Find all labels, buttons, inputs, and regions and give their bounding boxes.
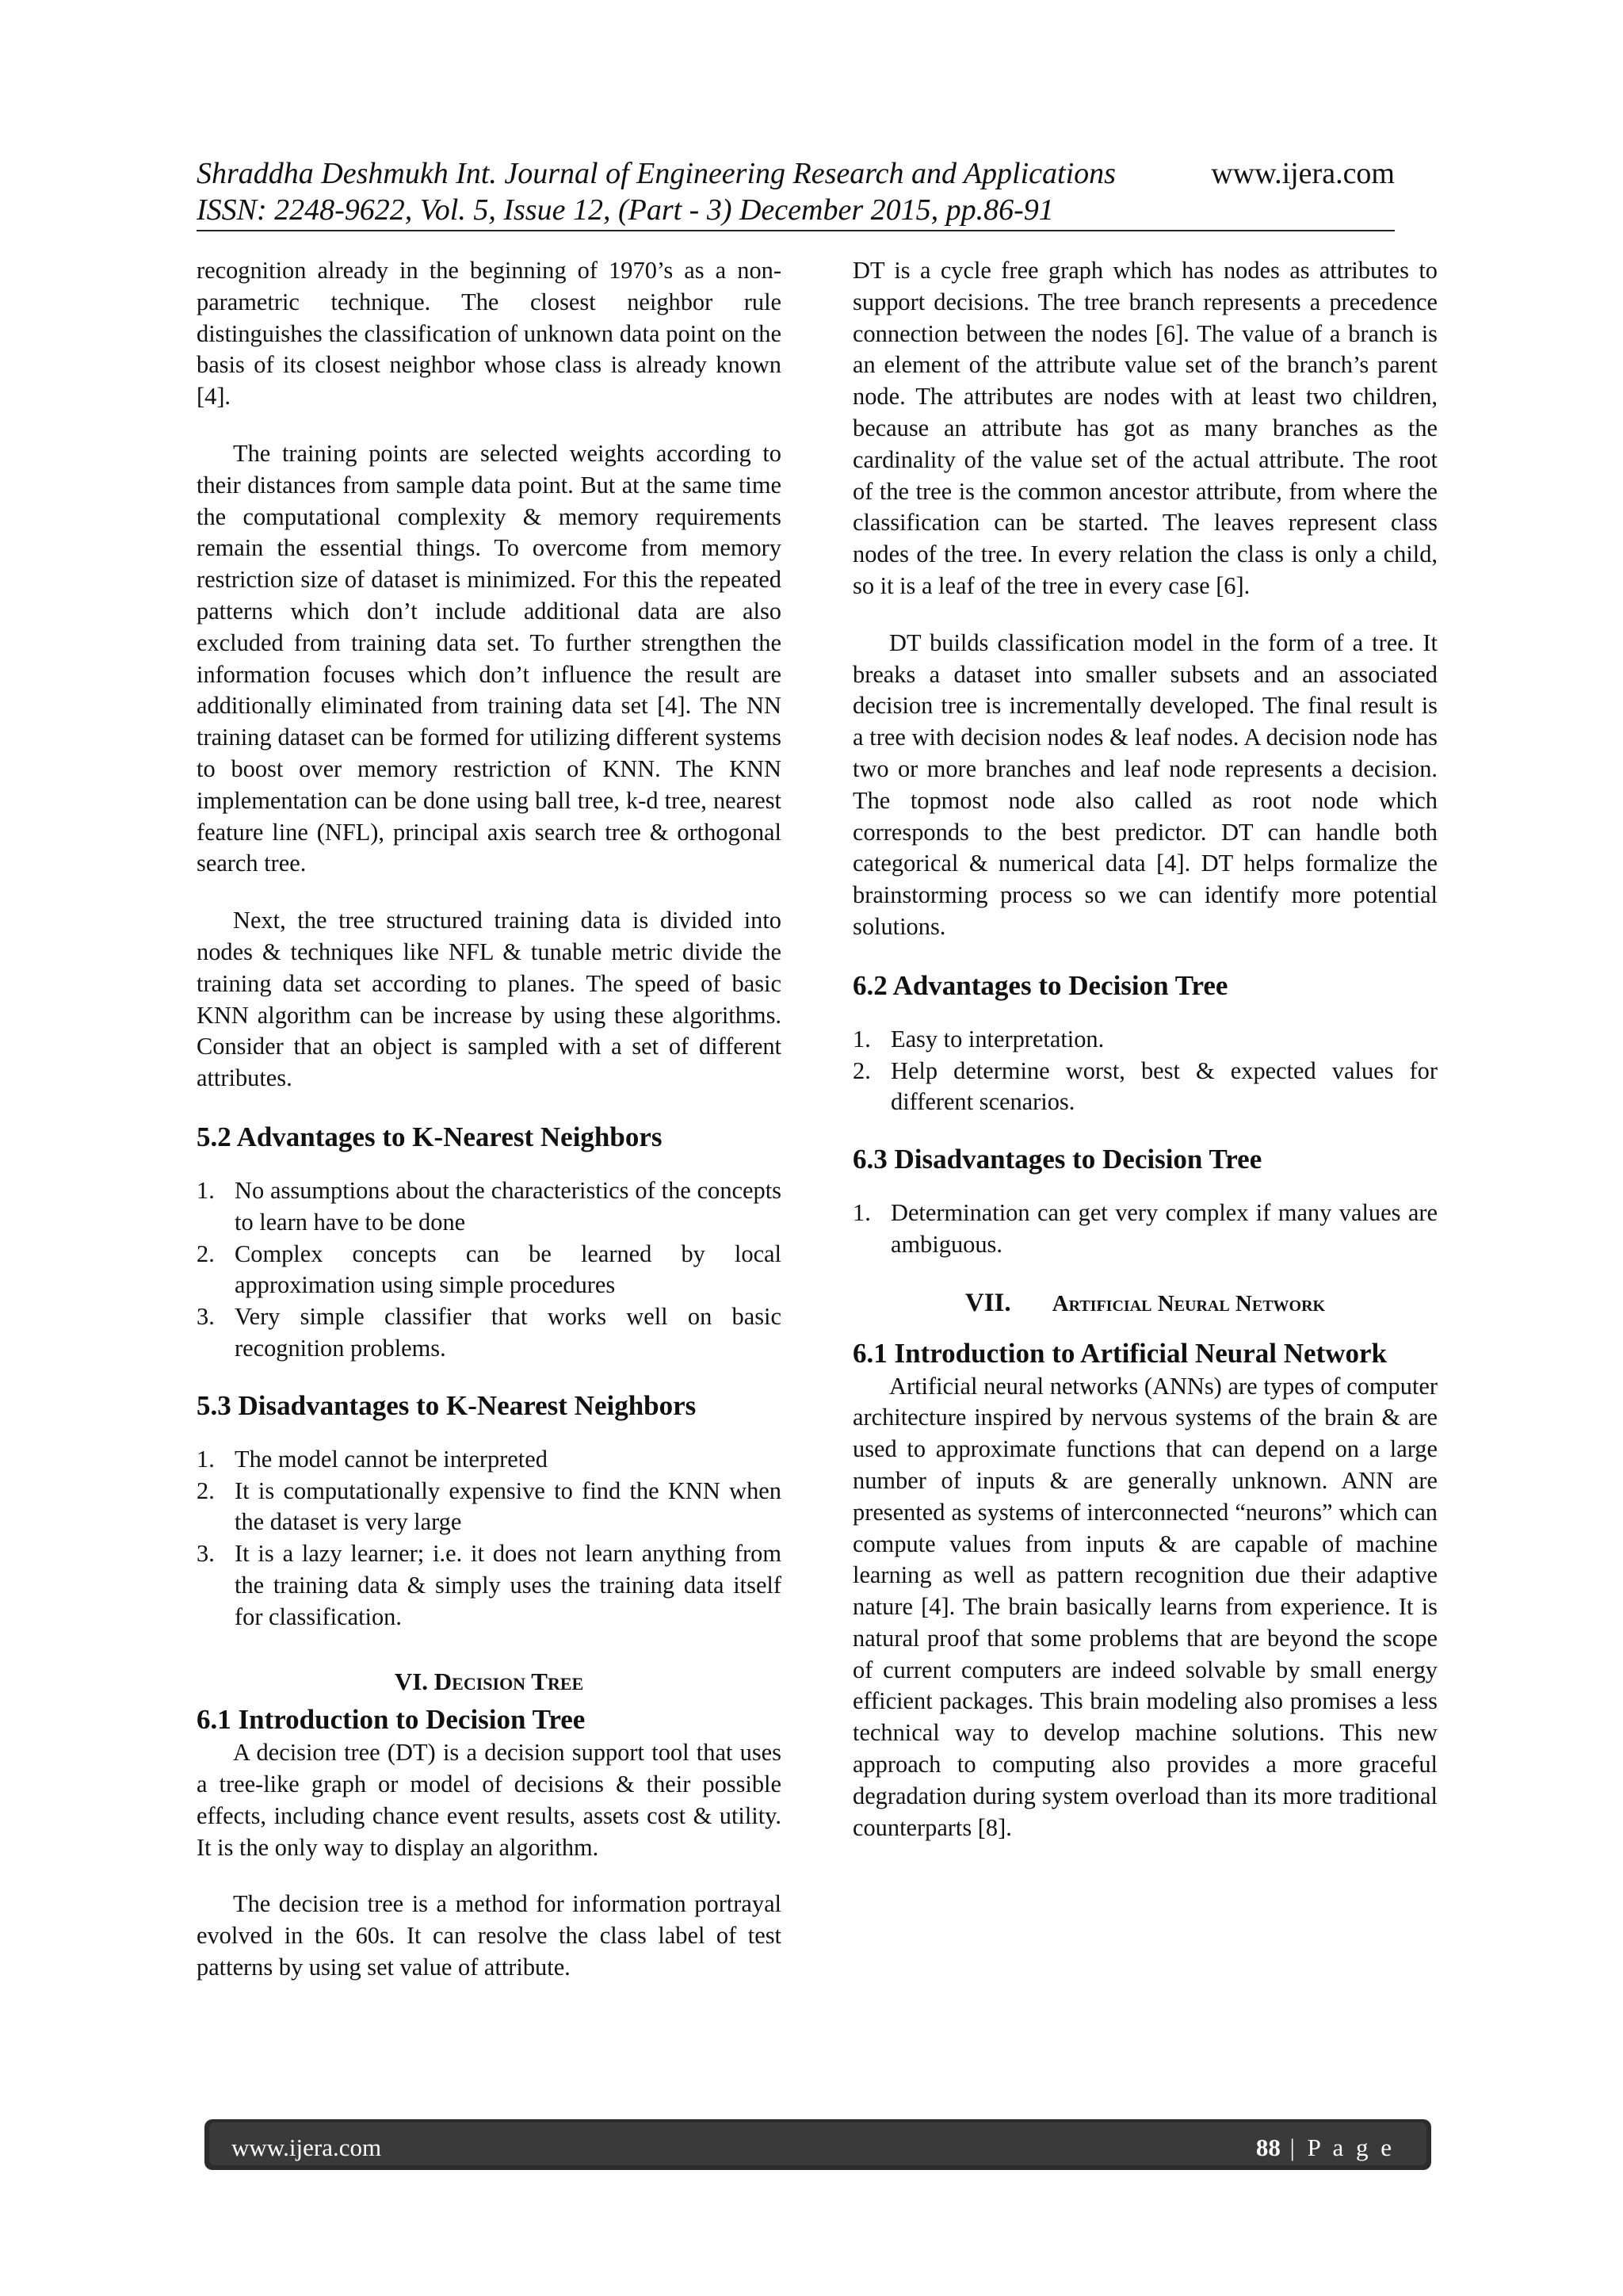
list-item: 3. Very simple classifier that works well on basic recognition problems. bbox=[197, 1303, 781, 1362]
paragraph: DT is a cycle free graph which has nodes as attributes to support decisions. The tree branch represents a precedence connection between the nodes [6]. The value of a branch is an element of the attribute value set of the branch’s parent node. The attributes are nodes with at least two children, because an attribute has got as many branches as the cardinality of the value set of the actual attribute. The root of the tree is the common ancestor attribute, from where the classification can be started. The leaves represent class nodes of the tree. In every relation the class is only a child, so it is a leaf of the tree in every case [6]. bbox=[853, 257, 1438, 599]
section-heading-5-3: 5.3 Disadvantages to K-Nearest Neighbors bbox=[197, 1389, 697, 1421]
page-number: 88 | P a g e bbox=[1255, 2134, 1395, 2161]
paragraph: Next, the tree structured training data is divided into nodes & techniques like NFL & tunable metric divide the training data set according to planes. The speed of basic KNN algorithm can be increase by using these algorithms. Consider that an object is sampled with a set of different attributes. bbox=[197, 907, 781, 1092]
section-heading-6-1: 6.1 Introduction to Decision Tree bbox=[197, 1704, 586, 1736]
section-heading-5-2: 5.2 Advantages to K-Nearest Neighbors bbox=[197, 1121, 663, 1152]
dt-advantages-list bbox=[853, 1024, 1438, 1118]
paragraph: The decision tree is a method for information portrayal evolved in the 60s. It can resolve the class label of test patterns by using set value of attribute. bbox=[197, 1890, 781, 1981]
running-header bbox=[197, 155, 1395, 228]
footer-bar bbox=[209, 2122, 1426, 2165]
left-column bbox=[197, 255, 781, 1984]
list-item: 1. No assumptions about the characteristics of the concepts to learn have to be done bbox=[197, 1176, 781, 1236]
list-item: 3. It is a lazy learner; i.e. it does not learn anything from the training data & simply uses the training data itself for classification. bbox=[197, 1540, 781, 1630]
header-rule bbox=[197, 230, 1395, 231]
chapter-heading-vii: VII. Artificial Neural Network bbox=[964, 1288, 1326, 1317]
header-url[interactable]: www.ijera.com bbox=[1211, 157, 1395, 190]
list-item: 1. Easy to interpretation. bbox=[853, 1025, 1105, 1052]
header-citation-line2: ISSN: 2248-9622, Vol. 5, Issue 12, (Part - 3) December 2015, pp.86-91 bbox=[197, 193, 1054, 227]
paragraph: DT builds classification model in the form of a tree. It breaks a dataset into smaller subsets and an associated decision tree is incrementally developed. The final result is a tree with decision nodes & leaf nodes. A decision node has two or more branches and leaf node represents a decision. The topmost node also called as root node which corresponds to the best predictor. DT can handle both categorical & numerical data [4]. DT helps formalize the brainstorming process so we can identify more potential solutions. bbox=[853, 628, 1438, 940]
section-heading-6-2: 6.2 Advantages to Decision Tree bbox=[853, 969, 1228, 1001]
chapter-heading-vi: VI. Decision Tree bbox=[394, 1668, 584, 1696]
right-column bbox=[853, 255, 1438, 1843]
list-item: 2. Complex concepts can be learned by local approximation using simple procedures bbox=[197, 1240, 781, 1299]
list-item: 2. It is computationally expensive to find the KNN when the dataset is very large bbox=[197, 1477, 781, 1536]
knn-disadvantages-list bbox=[197, 1444, 781, 1633]
list-item: 2. Help determine worst, best & expected values for different scenarios. bbox=[853, 1056, 1438, 1116]
paragraph: The training points are selected weights according to their distances from sample data point. But at the same time the computational complexity & memory requirements remain the essential things. To overcome from memory restriction size of dataset is minimized. For this the repeated patterns which don’t include additional data are also excluded from training data set. To further strengthen the information focuses which don’t influence the result are additionally eliminated from training data set [4]. The NN training dataset can be formed for utilizing different systems to boost over memory restriction of KNN. The KNN implementation can be done using ball tree, k-d tree, nearest feature line (NFL), principal axis search tree & orthogonal search tree. bbox=[197, 439, 781, 877]
paragraph: A decision tree (DT) is a decision support tool that uses a tree-like graph or model of decisions & their possible effects, including chance event results, assets cost & utility. It is the only way to display an algorithm. bbox=[197, 1739, 781, 1861]
dt-disadvantages-list bbox=[853, 1198, 1438, 1261]
footer-url[interactable]: www.ijera.com bbox=[231, 2134, 382, 2161]
paragraph: recognition already in the beginning of 1970’s as a non-parametric technique. The closest neighbor rule distinguishes the classification of unknown data point on the basis of its closest neighbor whose class is already known [4]. bbox=[197, 257, 781, 411]
list-item: 1. The model cannot be interpreted bbox=[197, 1445, 548, 1473]
header-citation-line1: Shraddha Deshmukh Int. Journal of Engineering Research and Applications bbox=[197, 157, 1116, 190]
page-footer bbox=[204, 2119, 1431, 2170]
list-item: 1. Determination can get very complex if many values are ambiguous. bbox=[853, 1199, 1438, 1258]
section-heading-ann-intro: 6.1 Introduction to Artificial Neural Network bbox=[853, 1337, 1388, 1369]
paragraph: Artificial neural networks (ANNs) are types of computer architecture inspired by nervous systems of the brain & are used to approximate functions that can depend on a large number of inputs & are generally unknown. ANN are presented as systems of interconnected “neurons” which can compute values from inputs & are capable of machine learning as well as pattern recognition due their adaptive nature [4]. The brain basically learns from experience. It is natural proof that some problems that are beyond the scope of current computers are indeed solvable by small energy efficient packages. This brain modeling also promises a less technical way to develop machine solutions. This new approach to computing also provides a more graceful degradation during system overload than its more traditional counterparts [8]. bbox=[853, 1372, 1438, 1841]
knn-advantages-list bbox=[197, 1175, 781, 1365]
section-heading-6-3: 6.3 Disadvantages to Decision Tree bbox=[853, 1144, 1262, 1175]
